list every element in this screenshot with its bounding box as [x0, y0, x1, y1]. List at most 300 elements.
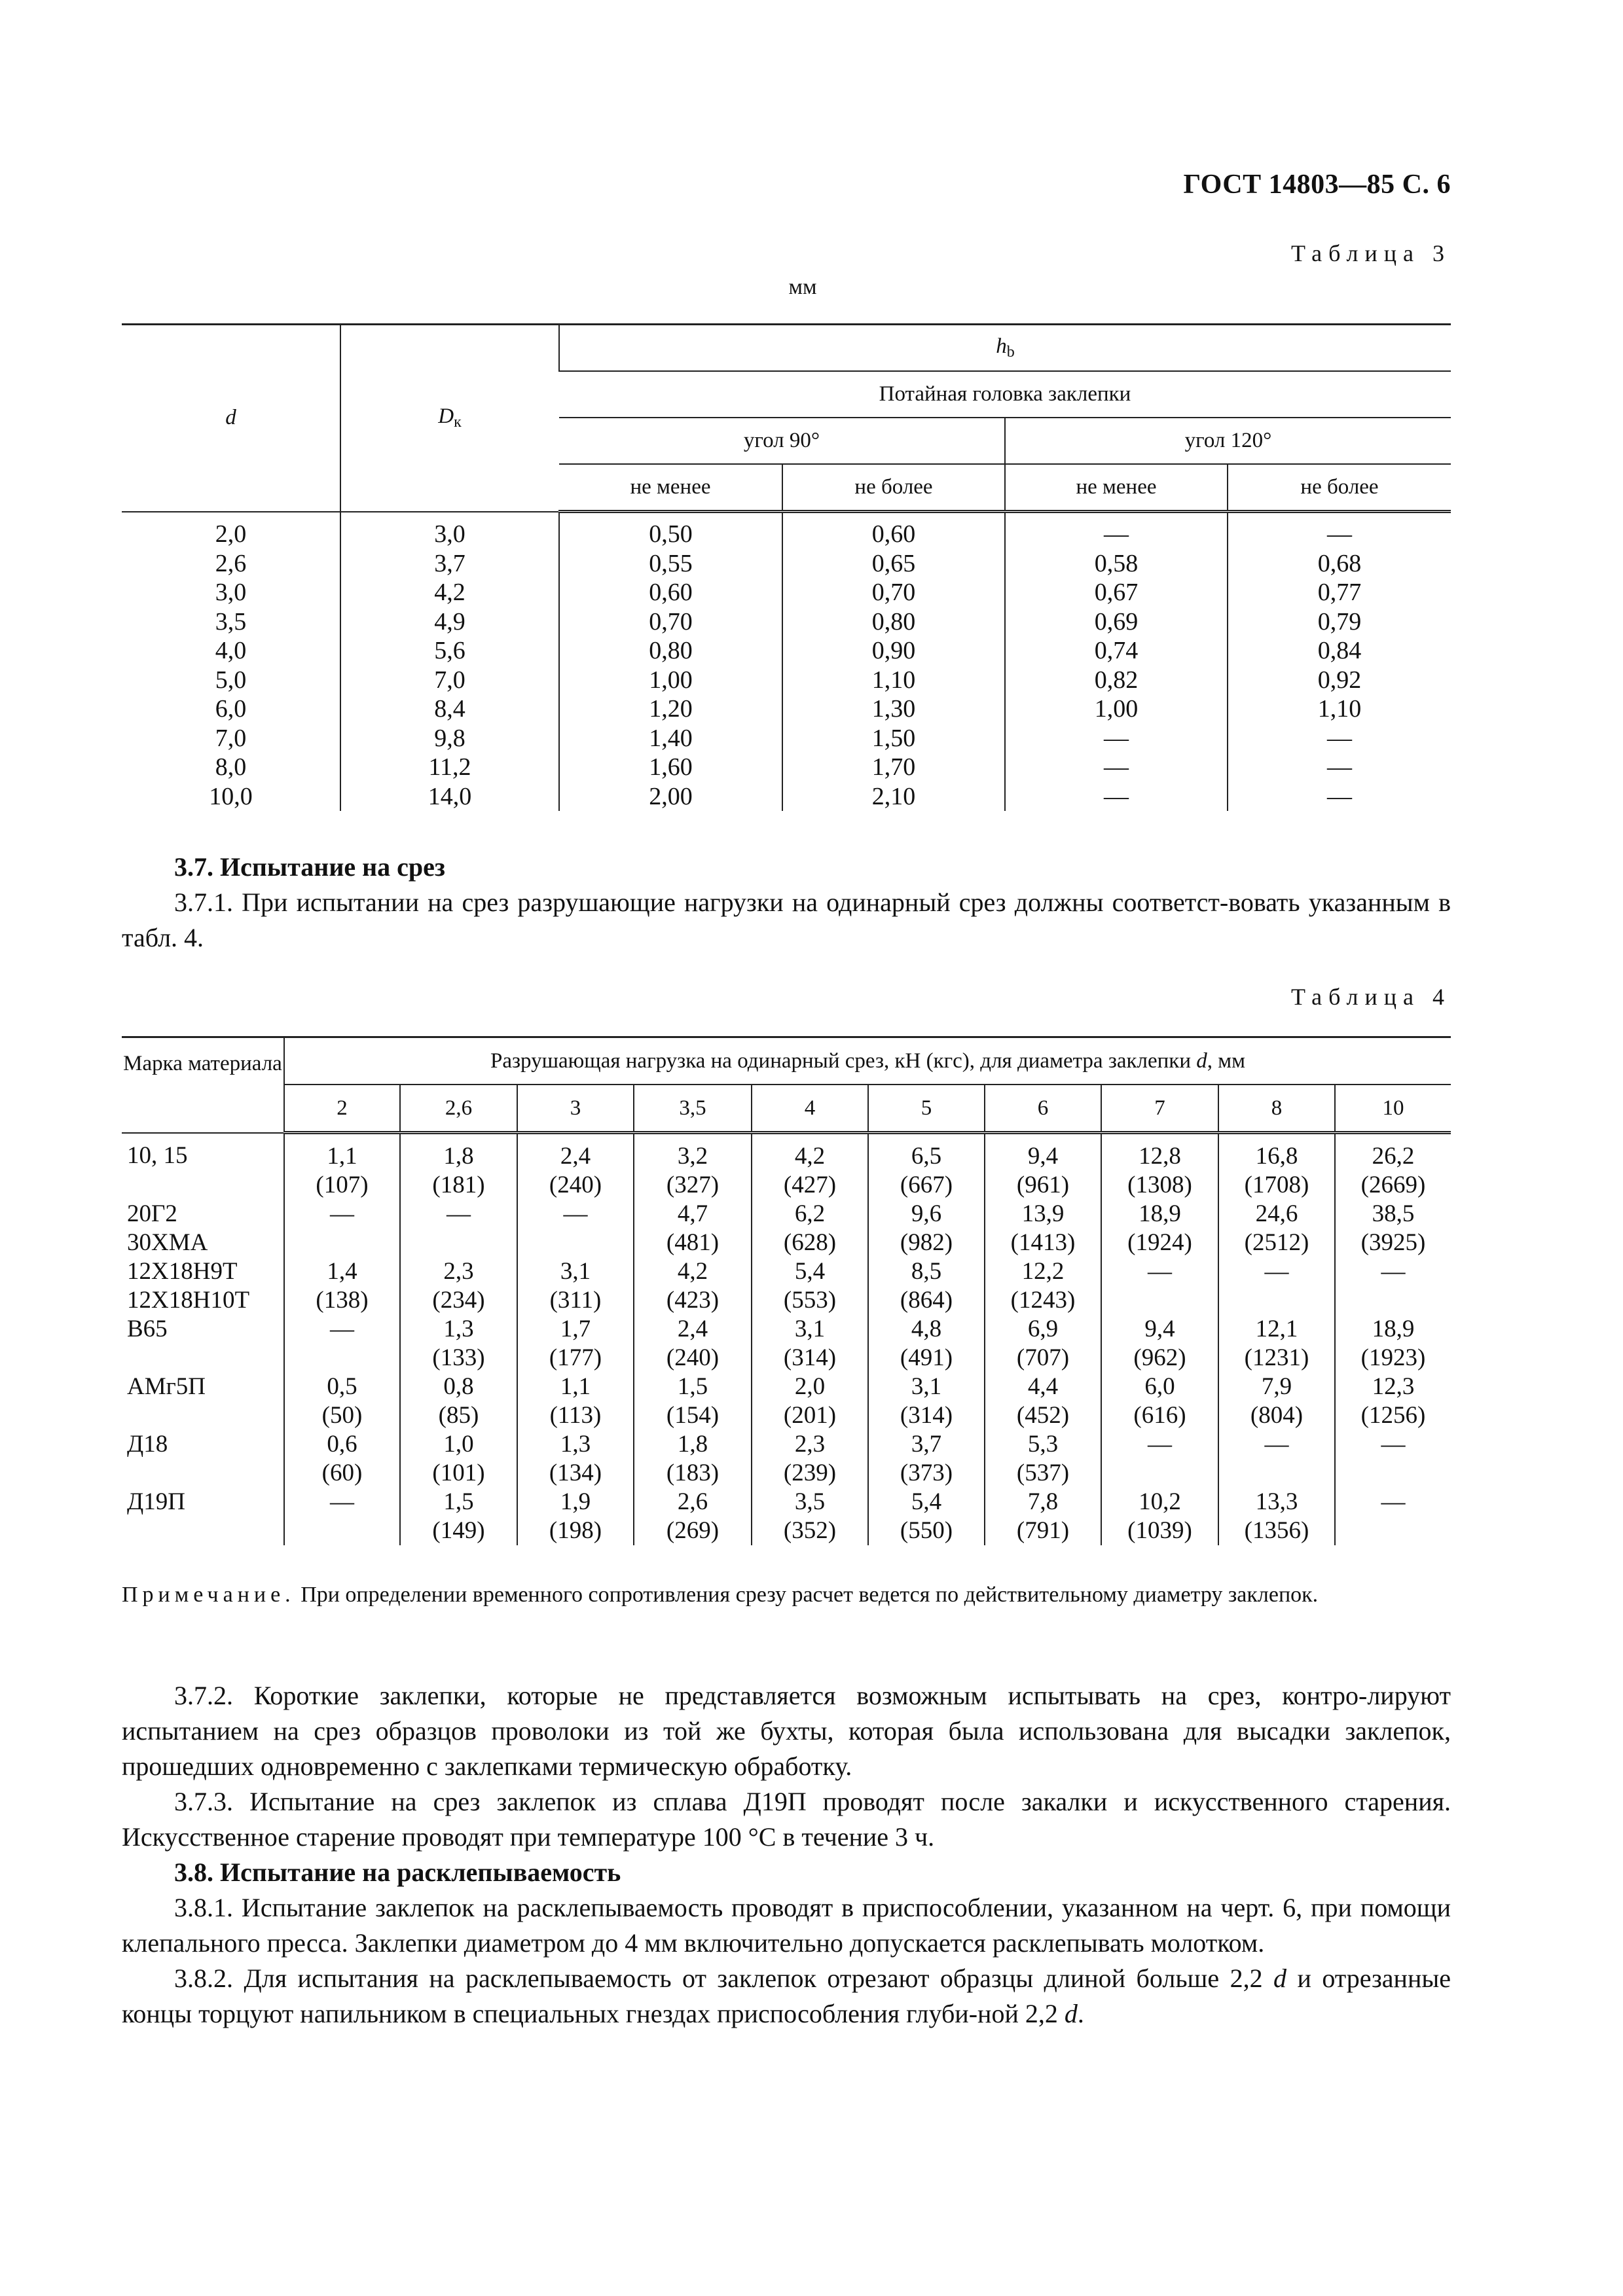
table4-diameter: 2,6 — [400, 1085, 517, 1133]
load-kgf: (1243) — [1010, 1287, 1076, 1314]
load-kn: 6,0 — [1144, 1373, 1175, 1400]
table4-value-cell — [1335, 1133, 1451, 1200]
load-kgf: (1923) — [1360, 1344, 1426, 1371]
table4-group-head: Разрушающая нагрузка на одинарный срез, кН (кгс), для диаметра заклепки d, мм — [284, 1037, 1451, 1085]
table3 — [122, 323, 1451, 811]
load-kgf: (1039) — [1127, 1517, 1192, 1544]
table3-cell: 0,58 — [1005, 549, 1228, 579]
load-kgf: (198) — [549, 1517, 602, 1544]
table3-cell: — — [1228, 753, 1451, 782]
table3-cell: 4,9 — [340, 607, 559, 637]
table3-cell: 5,0 — [215, 666, 247, 694]
table4-value-cell — [634, 1315, 752, 1372]
load-kgf: (1708) — [1244, 1172, 1309, 1198]
table4-value-cell — [1218, 1430, 1335, 1488]
load-kgf: (982) — [900, 1229, 953, 1256]
load-kgf: (553) — [783, 1287, 837, 1314]
paragraph-3-8-2: 3.8.2. Для испытания на расклепываемость от заклепок отрезают образцы длиной больше 2,2 d и отрезанные концы торцуют напильником в специальных гнездах приспособления глуби-ной 2,2 d. — [122, 1964, 1451, 2028]
table4-value-cell — [634, 1200, 752, 1257]
table3-cell: 2,0 — [215, 520, 247, 548]
table3-cell: 2,6 — [215, 549, 247, 577]
load-kgf: (427) — [783, 1172, 837, 1198]
table4-value-cell — [1335, 1372, 1451, 1430]
load-kn: — — [330, 1316, 354, 1342]
load-kgf: (864) — [900, 1287, 953, 1314]
table3-body — [122, 512, 1451, 812]
load-kn: 2,4 — [677, 1316, 708, 1342]
table4-row — [122, 1372, 1451, 1430]
table3-min-120: не менее — [1005, 464, 1228, 512]
table3-cell: 9,8 — [340, 724, 559, 753]
table4-value-cell — [985, 1430, 1101, 1488]
table3-max-90: не более — [782, 464, 1005, 512]
table4-value-cell — [634, 1372, 752, 1430]
load-kgf: (133) — [432, 1344, 485, 1371]
table4-note — [122, 1579, 1451, 1611]
load-kn: 26,2 — [1372, 1143, 1415, 1170]
load-kn: — — [563, 1200, 588, 1227]
load-kgf: (50) — [321, 1402, 363, 1429]
table3-cell: 0,84 — [1228, 636, 1451, 666]
table4-value-cell — [1101, 1430, 1218, 1488]
load-kn: 12,3 — [1372, 1373, 1415, 1400]
load-kgf: (1256) — [1360, 1402, 1426, 1429]
load-kn: 16,8 — [1255, 1143, 1298, 1170]
table4-value-cell — [517, 1257, 634, 1315]
table3-row — [122, 512, 1451, 549]
table4-diameter: 6 — [985, 1085, 1101, 1133]
table4-diameter: 8 — [1218, 1085, 1335, 1133]
load-kn: 9,6 — [911, 1200, 942, 1227]
table3-cell: 0,65 — [782, 549, 1005, 579]
load-kn: 1,4 — [327, 1258, 357, 1285]
table3-cell: 1,10 — [1228, 694, 1451, 724]
load-kn: 6,5 — [911, 1143, 942, 1170]
table4-value-cell — [284, 1372, 400, 1430]
material-name: 20Г2 — [127, 1200, 177, 1227]
load-kn: 2,0 — [794, 1373, 826, 1400]
load-kgf: (667) — [900, 1172, 953, 1198]
load-kgf: (1924) — [1127, 1229, 1192, 1256]
table3-cell: 8,0 — [215, 753, 247, 781]
table4-value-cell — [1101, 1200, 1218, 1257]
load-kn: 3,1 — [560, 1258, 591, 1285]
table4-diameter: 5 — [868, 1085, 985, 1133]
table4-value-cell — [517, 1133, 634, 1200]
table4-value-cell — [868, 1257, 985, 1315]
load-kgf: (181) — [432, 1172, 485, 1198]
load-kgf: (2669) — [1360, 1172, 1426, 1198]
note-label: Примечание. — [122, 1583, 295, 1607]
table3-cell: 0,90 — [782, 636, 1005, 666]
paragraph-3-8-1: 3.8.1. Испытание заклепок на расклепываемость проводят в приспособлении, указанном на черт. 6, при помощи клепального пресса. Заклепки диаметром до 4 мм включительно допускается расклепывать молотком. — [122, 1893, 1451, 1958]
table4-value-cell — [517, 1315, 634, 1372]
table4-row — [122, 1257, 1451, 1315]
material-name: 10, 15 — [127, 1141, 188, 1169]
load-kn: 1,1 — [327, 1143, 357, 1170]
load-kgf — [1219, 1459, 1334, 1488]
table3-cell: 3,7 — [340, 549, 559, 579]
load-kgf: (234) — [432, 1287, 485, 1314]
table4-value-cell — [284, 1488, 400, 1545]
load-kn: 1,8 — [443, 1143, 474, 1170]
load-kgf: (311) — [549, 1287, 602, 1314]
table3-cell: 0,74 — [1005, 636, 1228, 666]
load-kgf: (314) — [783, 1344, 837, 1371]
table4-material-cell — [122, 1257, 284, 1315]
table3-cell: 3,0 — [215, 579, 247, 607]
load-kn: — — [1148, 1431, 1172, 1458]
load-kgf: (373) — [900, 1460, 953, 1486]
table3-cell: 0,80 — [782, 607, 1005, 637]
table4-value-cell — [868, 1315, 985, 1372]
table3-cell: 0,80 — [559, 636, 782, 666]
load-kn: 0,5 — [327, 1373, 357, 1400]
load-kgf: (1356) — [1244, 1517, 1309, 1544]
table4-material-cell — [122, 1315, 284, 1372]
load-kn: — — [330, 1200, 354, 1227]
table3-row — [122, 753, 1451, 782]
table4-value-cell — [752, 1315, 868, 1372]
table4-value-cell — [752, 1488, 868, 1545]
load-kgf: (452) — [1016, 1402, 1070, 1429]
load-kgf: (804) — [1250, 1402, 1304, 1429]
table4-diameter: 3 — [517, 1085, 634, 1133]
table3-cell: — — [1228, 512, 1451, 549]
table3-col-dk: $D_к$ — [340, 325, 559, 512]
load-kgf: (134) — [549, 1460, 602, 1486]
table4-value-cell — [634, 1488, 752, 1545]
table4-value-cell — [985, 1488, 1101, 1545]
load-kn: 4,8 — [911, 1316, 942, 1342]
table3-units: мм — [788, 275, 817, 299]
table3-cell: 1,30 — [782, 694, 1005, 724]
material-name — [127, 1344, 283, 1372]
load-kgf — [518, 1229, 633, 1257]
table4-body — [122, 1133, 1451, 1546]
table3-cell: 1,00 — [1005, 694, 1228, 724]
table3-cell: 0,50 — [559, 512, 782, 549]
table4-value-cell — [400, 1315, 517, 1372]
table3-row — [122, 549, 1451, 579]
material-name: Д18 — [127, 1431, 168, 1458]
table3-cell: — — [1228, 782, 1451, 812]
table3-cell: 2,00 — [559, 782, 782, 812]
table4-value-cell — [1218, 1133, 1335, 1200]
load-kn: 0,8 — [443, 1373, 474, 1400]
table4-value-cell — [517, 1430, 634, 1488]
table3-cell: 1,40 — [559, 724, 782, 753]
load-kn: — — [1148, 1258, 1172, 1285]
load-kn: — — [1264, 1431, 1289, 1458]
table4-diameter: 10 — [1335, 1085, 1451, 1133]
table3-cell: — — [1005, 724, 1228, 753]
table4-material-cell — [122, 1200, 284, 1257]
load-kgf: (961) — [1016, 1172, 1070, 1198]
load-kgf: (2512) — [1244, 1229, 1309, 1256]
load-kgf: (550) — [900, 1517, 953, 1544]
table3-cell: 0,67 — [1005, 578, 1228, 607]
table4-value-cell — [985, 1315, 1101, 1372]
table3-row — [122, 724, 1451, 753]
load-kgf — [401, 1229, 517, 1257]
table4-value-cell — [400, 1133, 517, 1200]
load-kn: 12,2 — [1021, 1258, 1065, 1285]
load-kn: 1,7 — [560, 1316, 591, 1342]
table3-row — [122, 607, 1451, 637]
load-kn: 4,4 — [1027, 1373, 1059, 1400]
load-kgf — [285, 1344, 399, 1372]
load-kn: 1,9 — [560, 1488, 591, 1515]
table4-value-cell — [985, 1257, 1101, 1315]
section-3-8-title: 3.8. Испытание на расклепываемость — [174, 1857, 621, 1887]
material-name: В65 — [127, 1316, 168, 1342]
table3-row — [122, 666, 1451, 695]
load-kn: — — [330, 1488, 354, 1515]
load-kn: 6,2 — [794, 1200, 826, 1227]
material-name: Д19П — [127, 1488, 185, 1515]
load-kn: 38,5 — [1372, 1200, 1415, 1227]
load-kgf — [1336, 1286, 1451, 1315]
table4-value-cell — [284, 1430, 400, 1488]
load-kgf: (537) — [1016, 1460, 1070, 1486]
table4-diameter: 3,5 — [634, 1085, 752, 1133]
load-kgf: (240) — [549, 1172, 602, 1198]
table3-cell: 1,10 — [782, 666, 1005, 695]
table4-value-cell — [400, 1430, 517, 1488]
table4-caption: Таблица 4 — [1291, 984, 1451, 1010]
table4-value-cell — [752, 1200, 868, 1257]
table4-material-cell — [122, 1372, 284, 1430]
table3-cell: 7,0 — [340, 666, 559, 695]
table4-value-cell — [1218, 1315, 1335, 1372]
load-kn: 7,8 — [1027, 1488, 1059, 1515]
table3-cell: 10,0 — [209, 782, 253, 810]
table4-value-cell — [400, 1257, 517, 1315]
table3-cell: 5,6 — [340, 636, 559, 666]
table4-value-cell — [400, 1200, 517, 1257]
load-kgf: (60) — [321, 1460, 363, 1486]
load-kgf: (85) — [438, 1402, 479, 1429]
load-kgf: (3925) — [1360, 1229, 1426, 1256]
table4-col-material: Марка материала — [122, 1037, 284, 1133]
table4-row — [122, 1488, 1451, 1545]
table3-cell: 2,10 — [782, 782, 1005, 812]
table4-value-cell — [1101, 1257, 1218, 1315]
load-kn: 5,3 — [1027, 1431, 1059, 1458]
load-kgf: (113) — [549, 1402, 602, 1429]
table4-material-cell — [122, 1133, 284, 1200]
load-kgf: (707) — [1016, 1344, 1070, 1371]
table3-min-90: не менее — [559, 464, 782, 512]
load-kn: 0,6 — [327, 1431, 357, 1458]
paragraphs-3-7-2-onward — [122, 1678, 1451, 2032]
load-kn: 3,1 — [911, 1373, 942, 1400]
load-kn: 7,9 — [1261, 1373, 1292, 1400]
material-name: 12Х18Н10Т — [127, 1287, 250, 1314]
load-kn: 2,3 — [794, 1431, 826, 1458]
load-kn: 1,5 — [677, 1373, 708, 1400]
load-kgf: (239) — [783, 1460, 837, 1486]
table3-cell: 0,77 — [1228, 578, 1451, 607]
table3-cell: 0,70 — [559, 607, 782, 637]
load-kn: — — [447, 1200, 471, 1227]
table4-material-cell — [122, 1488, 284, 1545]
table3-col-hb: $h_b$ — [559, 325, 1451, 372]
table4-value-cell — [868, 1133, 985, 1200]
table3-cell: 3,5 — [215, 607, 247, 636]
load-kn: 3,5 — [794, 1488, 826, 1515]
table3-cell: 0,55 — [559, 549, 782, 579]
load-kn: 1,3 — [443, 1316, 474, 1342]
load-kgf: (240) — [666, 1344, 720, 1371]
table4-value-cell — [284, 1200, 400, 1257]
table4-material-cell — [122, 1430, 284, 1488]
load-kn: 13,9 — [1021, 1200, 1065, 1227]
load-kgf: (1231) — [1244, 1344, 1309, 1371]
table3-cell: 8,4 — [340, 694, 559, 724]
load-kn: 4,7 — [677, 1200, 708, 1227]
table4-value-cell — [517, 1200, 634, 1257]
table3-cell: 0,69 — [1005, 607, 1228, 637]
table4-row — [122, 1315, 1451, 1372]
load-kgf — [1336, 1516, 1451, 1545]
load-kgf: (177) — [549, 1344, 602, 1371]
table3-cell: 1,00 — [559, 666, 782, 695]
load-kn: 1,5 — [443, 1488, 474, 1515]
load-kgf: (101) — [432, 1460, 485, 1486]
table4-value-cell — [752, 1372, 868, 1430]
table4-value-cell — [284, 1315, 400, 1372]
table4-diameter: 4 — [752, 1085, 868, 1133]
load-kgf: (183) — [666, 1460, 720, 1486]
table3-cell: — — [1005, 782, 1228, 812]
table3-angle120: угол 120° — [1005, 418, 1451, 464]
load-kgf: (491) — [900, 1344, 953, 1371]
load-kn: — — [1264, 1258, 1289, 1285]
table4-value-cell — [868, 1200, 985, 1257]
load-kgf: (352) — [783, 1517, 837, 1544]
load-kn: 24,6 — [1255, 1200, 1298, 1227]
load-kn: 2,6 — [677, 1488, 708, 1515]
paragraph-3-7-1: 3.7.1. При испытании на срез разрушающие нагрузки на одинарный срез должны соответст-вовать указанным в табл. 4. — [122, 888, 1451, 952]
table3-max-120: не более — [1228, 464, 1451, 512]
table4-value-cell — [517, 1488, 634, 1545]
load-kgf: (628) — [783, 1229, 837, 1256]
load-kn: 6,9 — [1027, 1316, 1059, 1342]
load-kn: 12,8 — [1139, 1143, 1181, 1170]
load-kn: 5,4 — [911, 1488, 942, 1515]
load-kgf: (138) — [316, 1287, 369, 1314]
table3-row — [122, 694, 1451, 724]
table4-row — [122, 1133, 1451, 1200]
table4-value-cell — [400, 1488, 517, 1545]
load-kn: 12,1 — [1255, 1316, 1298, 1342]
table3-cell: 3,0 — [340, 512, 559, 549]
load-kgf — [285, 1229, 399, 1257]
load-kn: 3,2 — [677, 1143, 708, 1170]
table3-cell: — — [1005, 512, 1228, 549]
load-kn: 1,8 — [677, 1431, 708, 1458]
table3-cell: 4,2 — [340, 578, 559, 607]
table3-cell: — — [1005, 753, 1228, 782]
load-kgf: (269) — [666, 1517, 720, 1544]
material-name: 12Х18Н9Т — [127, 1258, 238, 1285]
load-kn: — — [1381, 1488, 1406, 1515]
table4-value-cell — [1335, 1257, 1451, 1315]
table3-caption: Таблица 3 — [1291, 240, 1451, 266]
table4-value-cell — [400, 1372, 517, 1430]
material-name: АМг5П — [127, 1373, 206, 1400]
load-kn: 13,3 — [1255, 1488, 1298, 1515]
table3-cell: 11,2 — [340, 753, 559, 782]
load-kn: 1,0 — [443, 1431, 474, 1458]
table4-value-cell — [634, 1133, 752, 1200]
table4-value-cell — [284, 1133, 400, 1200]
load-kn: 4,2 — [677, 1258, 708, 1285]
material-name: 30ХМА — [127, 1229, 208, 1256]
table4-value-cell — [1101, 1133, 1218, 1200]
table4-value-cell — [752, 1430, 868, 1488]
section-3-7-title: 3.7. Испытание на срез — [174, 852, 446, 882]
table4-value-cell — [1101, 1315, 1218, 1372]
load-kn: 10,2 — [1139, 1488, 1181, 1515]
table3-row — [122, 782, 1451, 812]
load-kgf: (423) — [666, 1287, 720, 1314]
table3-col-d: d — [122, 325, 340, 512]
load-kgf — [1102, 1459, 1218, 1488]
paragraph-3-7-3: 3.7.3. Испытание на срез заклепок из сплава Д19П проводят после закалки и искусственного старения. Искусственное старение проводят при температуре 100 °С в течение 3 ч. — [122, 1787, 1451, 1852]
section-3-7 — [122, 850, 1451, 956]
load-kgf — [1336, 1459, 1451, 1488]
table3-cell: 14,0 — [340, 782, 559, 812]
note-text: При определении временного сопротивления срезу расчет ведется по действительному диаметру заклепок. — [295, 1583, 1319, 1607]
table3-angle90: угол 90° — [559, 418, 1005, 464]
load-kn: 9,4 — [1027, 1143, 1059, 1170]
load-kn: 2,3 — [443, 1258, 474, 1285]
table4-value-cell — [1218, 1257, 1335, 1315]
load-kn: 9,4 — [1144, 1316, 1175, 1342]
table4-value-cell — [517, 1372, 634, 1430]
load-kn: 1,1 — [560, 1373, 591, 1400]
table4-value-cell — [1335, 1488, 1451, 1545]
table4-value-cell — [752, 1133, 868, 1200]
material-name — [127, 1401, 283, 1430]
load-kgf: (616) — [1133, 1402, 1186, 1429]
load-kn: 3,7 — [911, 1431, 942, 1458]
table3-cell: 1,20 — [559, 694, 782, 724]
table3-cell: 0,68 — [1228, 549, 1451, 579]
material-name — [127, 1516, 283, 1545]
material-name — [127, 1170, 283, 1199]
load-kn: 18,9 — [1139, 1200, 1181, 1227]
table4-diameter: 2 — [284, 1085, 400, 1133]
material-name — [127, 1459, 283, 1488]
table3-cell: 0,60 — [559, 578, 782, 607]
load-kgf: (481) — [666, 1229, 720, 1256]
table4-value-cell — [284, 1257, 400, 1315]
table4-value-cell — [1335, 1315, 1451, 1372]
load-kn: 4,2 — [794, 1143, 826, 1170]
table3-cell: 1,70 — [782, 753, 1005, 782]
load-kn: — — [1381, 1431, 1406, 1458]
table4-value-cell — [868, 1488, 985, 1545]
table4-value-cell — [1335, 1200, 1451, 1257]
table3-cell: 0,70 — [782, 578, 1005, 607]
table4-value-cell — [985, 1133, 1101, 1200]
load-kgf: (149) — [432, 1517, 485, 1544]
table4-diameter-row — [122, 1085, 1451, 1133]
